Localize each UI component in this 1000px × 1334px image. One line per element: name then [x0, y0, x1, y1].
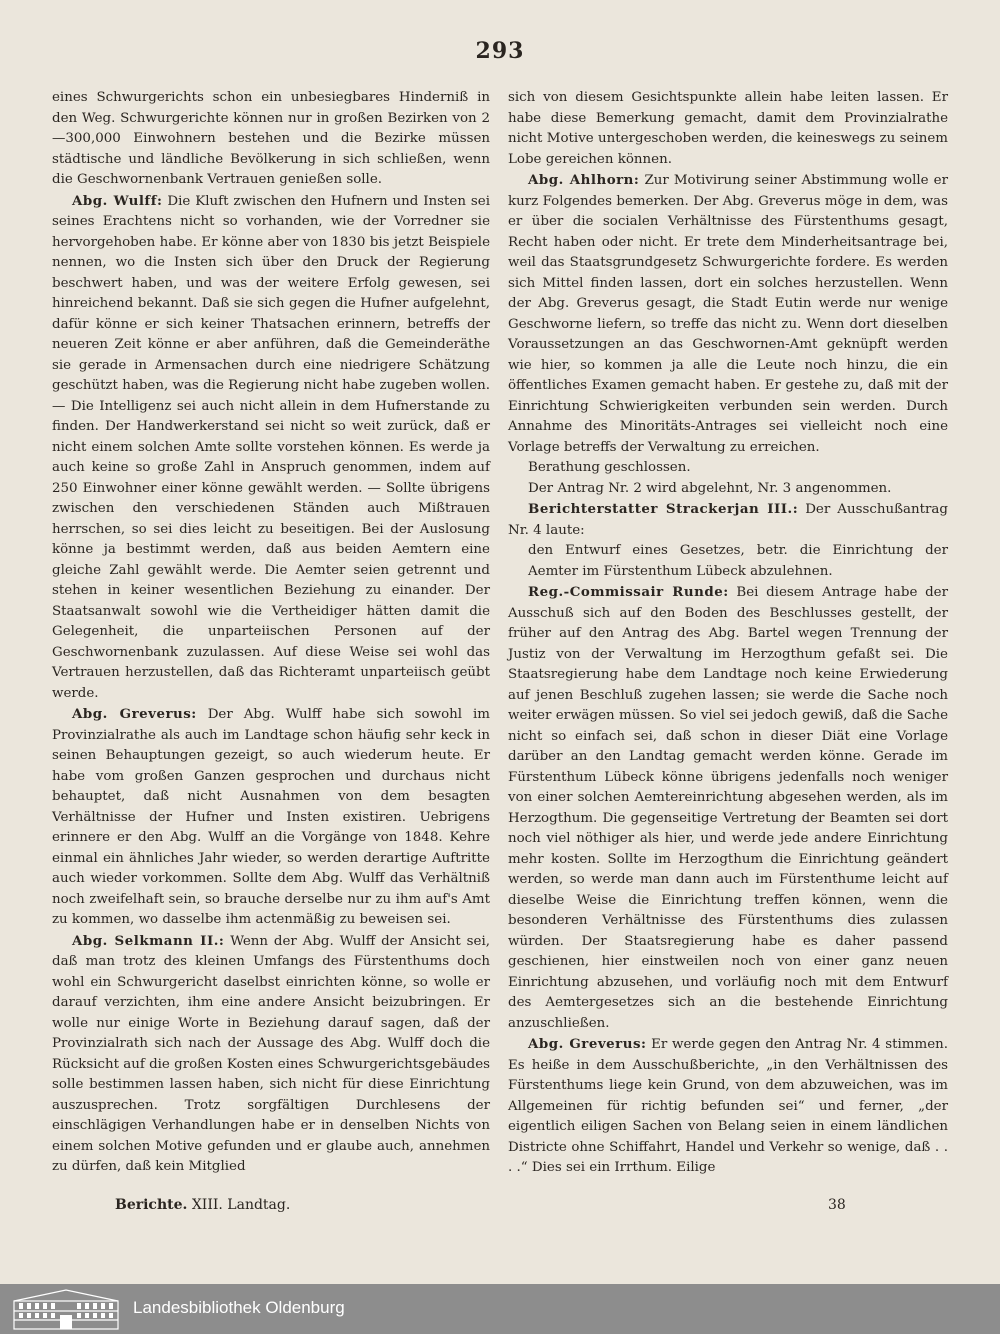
- paragraph-text: Zur Motivirung seiner Abstimmung wolle er kurz Folgendes bemerken. Der Abg. Greverus möge in dem, was er über die socialen Verhältnisse des Fürstenthums gesagt, Recht haben oder nicht. Er trete dem Minderheitsantrage bei, weil das Staatsgrundgesetz Schwurgerichte fordere. Es werden sich Mittel finden lassen, dort ein solches herzustellen. Wenn der Abg. Greverus gesagt, die Stadt Eutin werde nur wenige Geschworne liefern, so treffe das nicht zu. Wenn dort dieselben Voraussetzungen an das Geschwornen-Amt geknüpft werden wie hier, so kommen ja alle die Leute noch hinzu, die ein öffentliches Examen gemacht haben. Er gestehe zu, daß mit der Einrichtung Schwierigkeiten verbunden sein werden. Durch Annahme des Minoritäts-Antrages sei vielleicht noch eine Vorlage betreffs der Verwaltung zu erreichen.: [508, 173, 948, 455]
- paragraph-text: Die Kluft zwischen den Hufnern und Insten sei seines Erachtens nicht so vorhanden, wie der Vorredner sie hervorgehoben habe. Er könne aber von 1830 bis jetzt Beispiele nennen, wo die Insten sich über den Druck der Regierung beschwert haben, und was der weitere Erfolg gewesen, sei hinreichend bekannt. Daß sie sich gegen die Hufner aufgelehnt, dafür könne er sich keiner Thatsachen erinnern, betreffs der neueren Zeit könne er aber anführen, daß die Gemeinderäthe sie gerade in Armensachen durch eine niedrigere Schätzung geschützt haben, was die Regierung nicht habe zugeben wollen. — Die Intelligenz sei auch nicht allein in dem Hufnerstande zu finden. Der Handwerkerstand sei nicht so weit zurück, daß er nicht einem solchen Amte sollte vorstehen können. Es werde ja auch keine so große Zahl in Anspruch genommen, indem auf 250 Einwohner einer könne gewählt werden. — Sollte übrigens zwischen den verschiedenen Ständen auch Mißtrauen herrschen, so sei dies leicht zu beseitigen. Bei der Auslosung könne ja bestimmt werden, daß aus beiden Aemtern eine gleiche Zahl gewählt werde. Die Aemter seien getrennt und stehen in keiner wesentlichen Beziehung zu einander. Der Staatsanwalt sowohl wie die Vertheidiger hätten damit die Gelegenheit, die unparteiischen Personen auf der Geschwornenbank zuzulassen. Auf diese Weise sei wohl das Vertrauen herzustellen, daß das Richteramt unparteiisch geübt werde.: [52, 193, 490, 701]
- paragraph-text: Der Ausschußantrag Nr. 4 laute:: [508, 502, 948, 538]
- speaker-name: Abg. Ahlhorn:: [528, 172, 640, 188]
- library-building-icon: [10, 1287, 122, 1331]
- paragraph: [508, 458, 948, 479]
- paragraph: [508, 170, 948, 458]
- paragraph: [508, 582, 948, 1034]
- page-number: 293: [475, 38, 525, 64]
- paragraph-text: Berathung geschlossen.: [528, 460, 691, 475]
- library-banner: [0, 1284, 1000, 1334]
- footer-session: XIII. Landtag.: [191, 1197, 291, 1213]
- paragraph-text: Wenn der Abg. Wulff der Ansicht sei, daß man trotz des kleinen Umfangs des Fürstenthums doch wohl ein Schwurgericht daselbst einrichten könne, so wolle er darauf verzichten, ihm eine andere Ansicht beizubringen. Er wolle nur einige Worte in Beziehung darauf sagen, daß der Provinzialrath sich nach der Aussage des Abg. Wulff doch die Rücksicht auf die großen Kosten eines Schwurgerichtsgebäudes solle bestimmen lassen haben, sich nicht für diese Einrichtung auszusprechen. Trotz sorgfältigen Durchlesens der einschlägigen Verhandlungen habe er in denselben Nichts von einem solchen Motive gefunden und er glaube auch, annehmen zu dürfen, daß kein Mitglied: [52, 933, 491, 1174]
- paragraph: [52, 704, 490, 931]
- speaker-name: Reg.-Commissair Runde:: [528, 584, 729, 600]
- library-name: Landesbibliothek Oldenburg: [133, 1298, 345, 1317]
- paragraph: [52, 931, 490, 1178]
- paragraph-text: Bei diesem Antrage habe der Ausschuß sich auf den Boden des Beschlusses gestellt, der früher auf den Antrag des Abg. Bartel wegen Trennung der Justiz von der Verwaltung im Herzogthum gefaßt sei. Die Staatsregierung habe dem Landtage noch keine Erwiederung auf jenen Beschluß zugehen lassen; sie werde die Sache noch weiter erwägen müssen. So viel sei jedoch gewiß, daß die Sache nicht so einfach sei, daß schon in dieser Diät eine Vorlage darüber an den Landtag gemacht werden könne. Gerade im Fürstenthum Lübeck könne übrigens jedenfalls noch weniger von einer solchen Aemtereinrichtung abgesehen werden, als im Herzogthum. Die gegenseitige Vertretung der Beamten sei dort noch viel nöthiger als hier, und werde jede andere Einrichtung mehr kosten. Sollte im Herzogthum die Einrichtung geändert werden, so werde man dann auch im Fürstenthume leicht auf dieselbe Weise die Einrichtung treffen können, wenn die besonderen Verhältnisse des Fürstenthums dies zulassen würden. Der Staatsregierung habe es daher passend geschienen, hier einstweilen noch von einer ganz neuen Einrichtung abzusehen, und vorläufig noch mit dem Entwurf des Aemtergesetzes sich an die bestehende Einrichtung anzuschließen.: [508, 585, 948, 1031]
- paragraph: [508, 479, 948, 500]
- left-column: [52, 88, 490, 1178]
- speaker-name: Abg. Wulff:: [72, 192, 163, 209]
- paragraph: [508, 541, 948, 582]
- paragraph-text: Er werde gegen den Antrag Nr. 4 stimmen. Es heiße in dem Ausschußberichte, „in den Verhältnissen des Fürstenthums liege kein Grund, von dem abzuweichen, was im Allgemeinen für richtig befunden sei“ und ferner, „der eigentlich eiligen Sachen von Belang seien in einem ländlichen Districte ohne Schiffahrt, Handel und Verkehr so wenige, daß . . . .“ Dies sei ein Irrthum. Eilige: [508, 1037, 948, 1175]
- footer-running-title: [115, 1197, 290, 1213]
- paragraph: [508, 1034, 948, 1179]
- paragraph-text: eines Schwurgerichts schon ein unbesiegbares Hinderniß in den Weg. Schwurgerichte können nur in großen Bezirken von 2—300,000 Einwohnern bestehen und die Bezirke müssen städtische und ländliche Bevölkerung in sich schließen, wenn die Geschwornenbank Vertrauen genießen solle.: [52, 90, 490, 187]
- footer-label: Berichte.: [115, 1197, 188, 1213]
- paragraph: [508, 499, 948, 541]
- paragraph-text: Der Abg. Wulff habe sich sowohl im Provinzialrathe als auch im Landtage schon häufig sehr keck in seinen Behauptungen gezeigt, so auch wiederum heute. Er habe vom großen Ganzen gesprochen und durchaus nicht behauptet, daß nicht Ausnahmen von dem besagten Verhältnisse der Hufner und Insten existiren. Uebrigens erinnere er den Abg. Wulff an die Vorgänge von 1848. Kehre einmal ein ähnliches Jahr wieder, so werden derartige Auftritte auch wieder vorkommen. Sollte dem Abg. Wulff das Verhältniß noch zweifelhaft sein, so brauche derselbe nur zu ihm auf's Amt zu kommen, wo dasselbe ihm actenmäßig zu beweisen sei.: [52, 707, 490, 927]
- paragraph: [52, 88, 490, 191]
- paragraph-text: Der Antrag Nr. 2 wird abgelehnt, Nr. 3 angenommen.: [528, 480, 892, 496]
- paragraph-text: den Entwurf eines Gesetzes, betr. die Einrichtung der Aemter im Fürstenthum Lübeck abzulehnen.: [528, 543, 948, 579]
- speaker-name: Abg. Greverus:: [528, 1036, 647, 1052]
- paragraph: [52, 191, 490, 705]
- paragraph: [508, 88, 948, 170]
- signature-mark: 38: [828, 1197, 846, 1213]
- speaker-name: Abg. Selkmann II.:: [72, 932, 225, 949]
- right-column: [508, 88, 948, 1179]
- speaker-name: Abg. Greverus:: [72, 706, 197, 722]
- paragraph-text: sich von diesem Gesichtspunkte allein habe leiten lassen. Er habe diese Bemerkung gemacht, damit dem Provinzialrathe nicht Motive untergeschoben werden, die keineswegs zu seinem Lobe gereichen können.: [508, 90, 948, 167]
- speaker-name: Berichterstatter Strackerjan III.:: [528, 501, 799, 517]
